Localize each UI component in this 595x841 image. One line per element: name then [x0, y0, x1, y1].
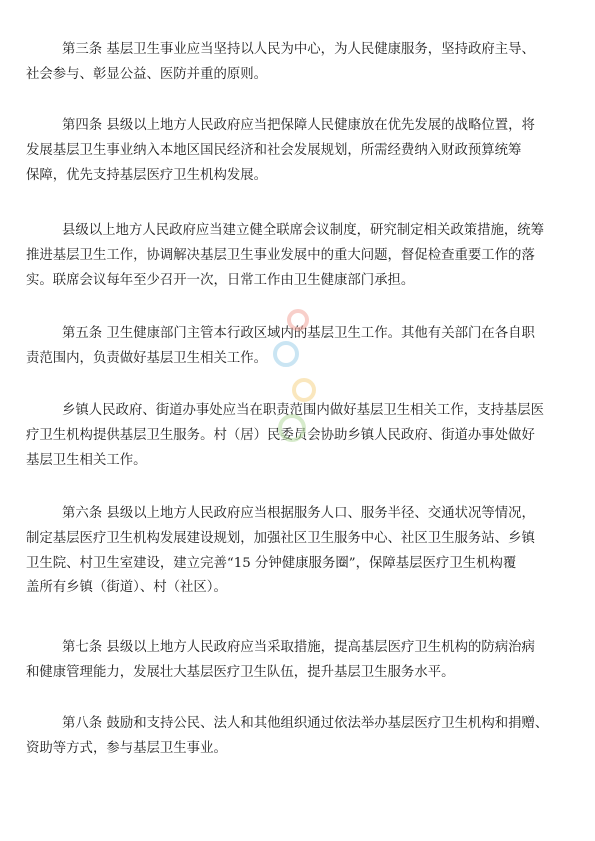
watermark-dot-yellow [294, 380, 314, 400]
text-line: 第六条 县级以上地方人民政府应当根据服务人口、服务半径、交通状况等情况， [62, 506, 535, 521]
watermark-dot-blue [275, 343, 297, 365]
text-line: 县级以上地方人民政府应当建立健全联席会议制度，研究制定相关政策措施，统筹 [62, 223, 545, 238]
text-line: 第八条 鼓励和支持公民、法人和其他组织通过依法举办基层医疗卫生机构和捐赠、 [62, 716, 549, 731]
text-line: 责范围内，负责做好基层卫生相关工作。 [26, 350, 268, 366]
article-6-paragraph [26, 502, 585, 601]
text-line: 卫生院、村卫生室建设，建立完善“15 分钟健康服务圈”，保障基层医疗卫生机构覆 [26, 555, 517, 571]
text-line: 第三条 基层卫生事业应当坚持以人民为中心，为人民健康服务，坚持政府主导、 [62, 42, 535, 57]
watermark-dot-green [280, 416, 304, 440]
article-8-paragraph [26, 712, 585, 762]
text-line: 第四条 县级以上地方人民政府应当把保障人民健康放在优先发展的战略位置，将 [62, 118, 535, 133]
text-line: 和健康管理能力，发展壮大基层医疗卫生队伍，提升基层卫生服务水平。 [26, 664, 455, 680]
article-7-paragraph [26, 636, 585, 686]
text-line: 实。联席会议每年至少召开一次，日常工作由卫生健康部门承担。 [26, 272, 415, 288]
text-line: 疗卫生机构提供基层卫生服务。村（居）民委员会协助乡镇人民政府、街道办事处做好 [26, 427, 535, 443]
text-line: 制定基层医疗卫生机构发展建设规划，加强社区卫生服务中心、社区卫生服务站、乡镇 [26, 530, 535, 546]
text-line: 资助等方式，参与基层卫生事业。 [26, 740, 227, 756]
text-line: 第七条 县级以上地方人民政府应当采取措施，提高基层医疗卫生机构的防病治病 [62, 640, 535, 655]
text-line: 保障，优先支持基层医疗卫生机构发展。 [26, 167, 268, 183]
text-line: 社会参与、彰显公益、医防并重的原则。 [26, 66, 268, 82]
text-line: 发展基层卫生事业纳入本地区国民经济和社会发展规划，所需经费纳入财政预算统筹 [26, 142, 522, 158]
watermark-dot-pink [289, 311, 307, 329]
article-4-paragraph [26, 114, 585, 188]
text-line: 推进基层卫生工作，协调解决基层卫生事业发展中的重大问题，督促检查重要工作的落 [26, 247, 535, 263]
text-line: 乡镇人民政府、街道办事处应当在职责范围内做好基层卫生相关工作，支持基层医 [62, 403, 545, 418]
watermark-logo [268, 302, 338, 462]
article-3-paragraph [26, 38, 585, 88]
text-line: 第五条 卫生健康部门主管本行政区域内的基层卫生工作。其他有关部门在各自职 [62, 326, 535, 341]
joint-meeting-paragraph [26, 219, 585, 293]
text-line: 盖所有乡镇（街道）、村（社区）。 [26, 580, 227, 596]
text-line: 基层卫生相关工作。 [26, 452, 147, 468]
